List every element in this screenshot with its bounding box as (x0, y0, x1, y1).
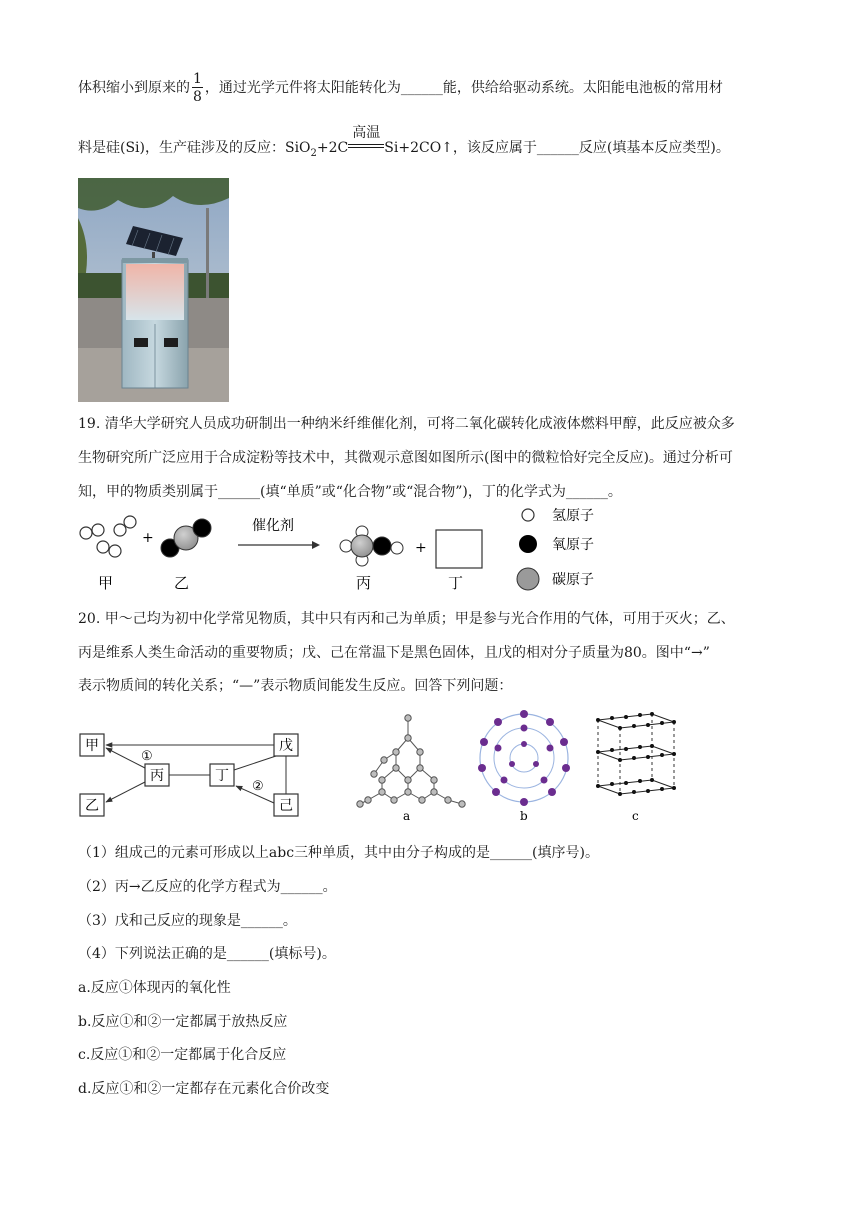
node-ding-label: 丁 (215, 768, 229, 784)
legend-hydrogen-icon (522, 509, 534, 521)
q19-line2: 生物研究所广泛应用于合成淀粉等技术中，其微观示意图如图所示(图中的微粒恰好完全反应)。通过分析可 (78, 450, 733, 466)
label-bing: 丙 (356, 574, 372, 592)
node-ji-label: 己 (279, 798, 293, 814)
node-yi-label: 乙 (85, 798, 99, 814)
condition-label: 高温 (352, 125, 381, 141)
fraction-one-eighth (192, 72, 203, 104)
legend-carbon-icon (517, 568, 539, 590)
label-jia: 甲 (98, 574, 114, 592)
micro-reaction-diagram (70, 500, 630, 595)
equals-sign (348, 144, 384, 148)
q18-line1 (78, 68, 723, 108)
catalyst-label: 催化剂 (252, 518, 294, 534)
product-bing-molecule (340, 526, 403, 566)
label-ding: 丁 (448, 574, 464, 592)
reactant-yi-molecule (161, 519, 211, 557)
plus-sign: + (415, 540, 427, 556)
q19-line3: 知，甲的物质类别属于______(填“单质”或“化合物”或“混合物”)，丁的化学式为______。 (78, 484, 622, 500)
structure-label-a: a (403, 809, 411, 823)
fraction-numerator: 1 (193, 71, 202, 87)
mark-reaction-1: ① (141, 749, 153, 764)
q18-text: 体积缩小到原来的 (78, 80, 190, 96)
q18-text: 料是硅(Si)，生产硅涉及的反应：SiO (78, 140, 311, 156)
q19-line1: 19. 清华大学研究人员成功研制出一种纳米纤维催化剂，可将二氧化碳转化成液体燃料甲醇，此反应被众多 (78, 416, 735, 432)
reaction-condition (348, 125, 384, 152)
q18-text: +2C (316, 140, 349, 156)
q20-sub1: （1）组成己的元素可形成以上abc三种单质，其中由分子构成的是______(填序号)。 (78, 845, 599, 861)
plus-sign: + (142, 530, 154, 546)
carbon-allotropes-figure (352, 708, 682, 826)
option-c: c.反应①和②一定都属于化合反应 (78, 1047, 287, 1063)
option-a: a.反应①体现丙的氧化性 (78, 980, 231, 996)
substance-flow-diagram (76, 730, 306, 822)
q20-sub3: （3）戊和己反应的现象是______。 (78, 913, 297, 929)
structure-label-b: b (520, 809, 528, 823)
graphite-structure (596, 712, 676, 796)
subscript: 2 (310, 147, 317, 159)
q18-line2 (78, 125, 730, 159)
q18-text: Si+2CO↑，该反应属于______反应(填基本反应类型)。 (384, 140, 730, 156)
product-ding-box (436, 530, 482, 568)
q20-sub4: （4）下列说法正确的是______(填标号)。 (78, 946, 336, 962)
structure-label-c: c (632, 809, 639, 823)
diamond-structure (357, 715, 465, 807)
reactant-jia-molecules (80, 516, 136, 557)
legend-carbon: 碳原子 (552, 572, 594, 588)
fraction-denominator: 8 (193, 89, 202, 105)
q20-line3: 表示物质间的转化关系；“—”表示物质间能发生反应。回答下列问题： (78, 678, 513, 694)
mark-reaction-2: ② (252, 779, 264, 794)
arrow-bing-to-yi (106, 782, 145, 802)
arrow-bing-to-jia (106, 748, 145, 768)
line-wu-ding (234, 756, 276, 770)
legend-oxygen: 氧原子 (552, 537, 594, 553)
label-yi: 乙 (174, 574, 190, 592)
node-wu-label: 戊 (279, 738, 293, 754)
node-bing-label: 丙 (150, 768, 164, 784)
arrow-head-icon (312, 541, 320, 549)
q18-text: ，通过光学元件将太阳能转化为______能，供给给驱动系统。太阳能电池板的常用材 (204, 80, 723, 96)
q20-line2: 丙是维系人类生命活动的重要物质；戊、己在常温下是黑色固体，且戊的相对分子质量为80。图中“→” (78, 645, 710, 661)
option-b: b.反应①和②一定都属于放热反应 (78, 1014, 288, 1030)
q20-line1: 20. 甲～己均为初中化学常见物质，其中只有丙和己为单质；甲是参与光合作用的气体，可用于灭火；乙、 (78, 611, 735, 627)
node-jia-label: 甲 (85, 738, 99, 754)
fullerene-structure (478, 710, 570, 806)
solar-cabinet-photo (78, 178, 229, 402)
legend-hydrogen: 氢原子 (552, 508, 594, 524)
legend-oxygen-icon (519, 535, 537, 553)
q20-sub2: （2）丙→乙反应的化学方程式为______。 (78, 879, 337, 895)
option-d: d.反应①和②一定都存在元素化合价改变 (78, 1081, 330, 1097)
